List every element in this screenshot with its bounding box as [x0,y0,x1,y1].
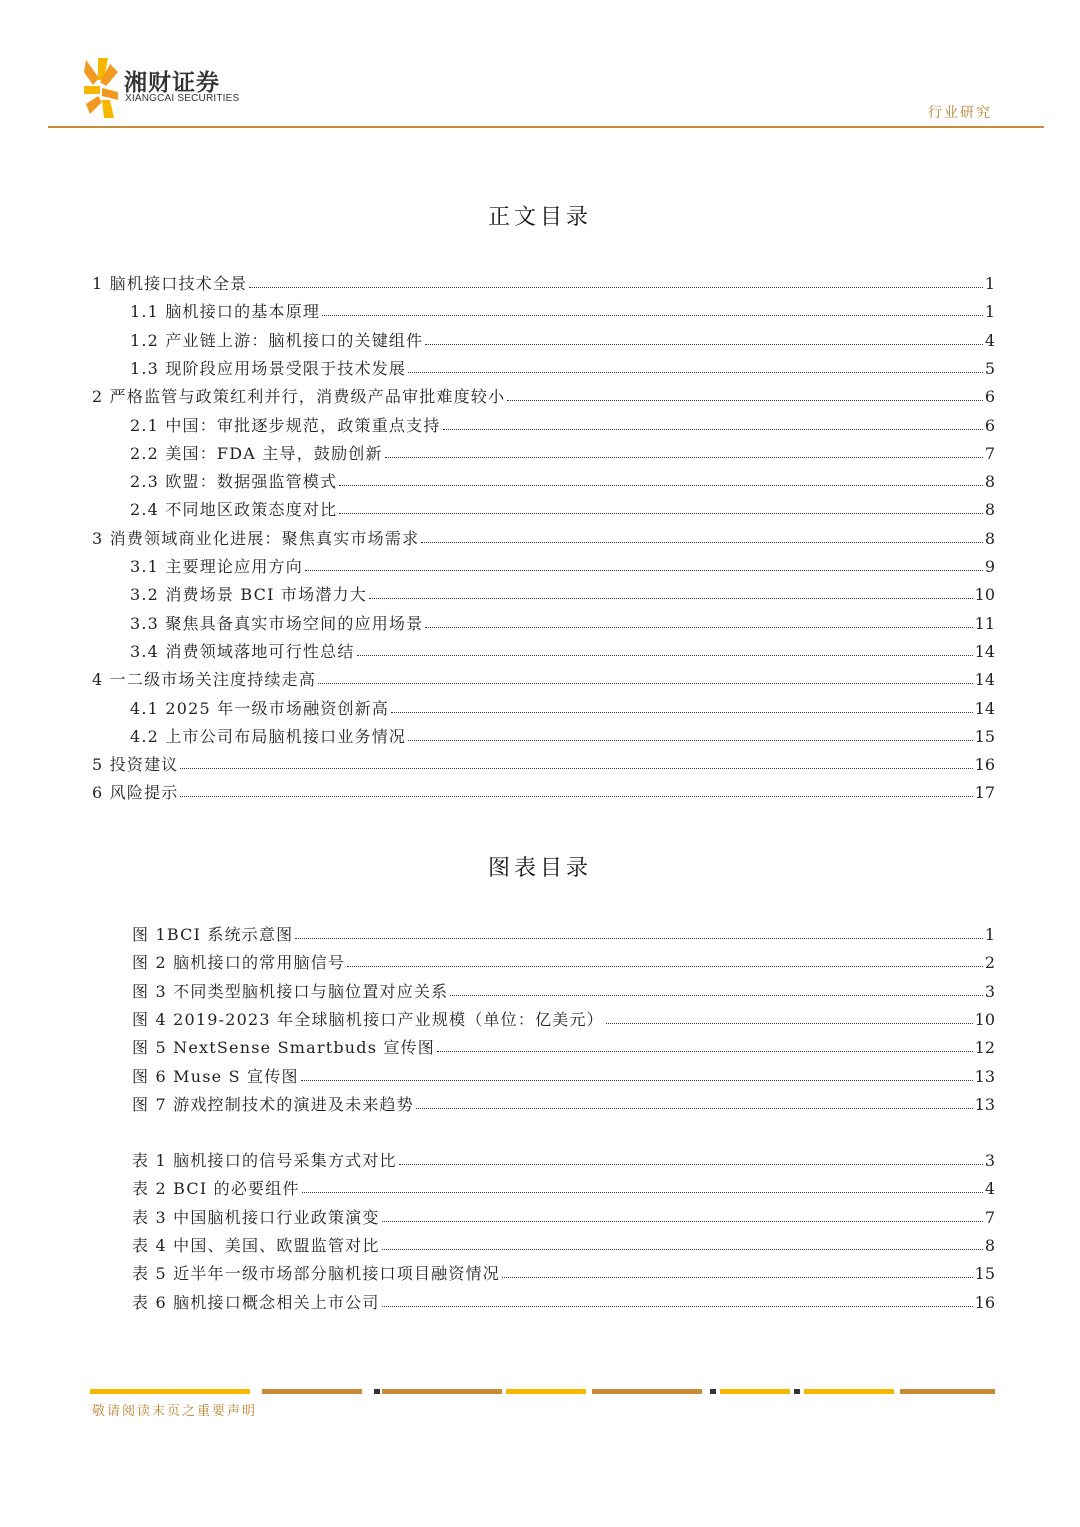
dot-leader [421,528,983,543]
entry-page-number: 13 [974,1067,995,1086]
entry-page-number: 17 [974,783,995,802]
entry-label: 图 1BCI 系统示意图 [132,925,294,944]
entry-page-number: 14 [974,670,995,689]
entry-label: 表 6 脑机接口概念相关上市公司 [132,1293,380,1312]
entry-page-number: 15 [974,727,995,746]
toc-entry[interactable] [92,754,995,776]
dot-leader [382,1292,973,1307]
dot-leader [339,471,982,486]
footer-divider [90,1389,995,1394]
entry-label: 表 2 BCI 的必要组件 [132,1179,300,1198]
entry-page-number: 16 [974,1293,995,1312]
entry-label: 3.2 消费场景 BCI 市场潜力大 [130,585,367,604]
dot-leader [408,726,973,741]
dot-leader [347,952,983,967]
entry-page-number: 4 [984,1179,995,1198]
entry-label: 4.1 2025 年一级市场融资创新高 [130,699,390,718]
entry-page-number: 8 [984,500,995,519]
xiangcai-logo-icon [84,58,118,118]
entry-page-number: 7 [984,1208,995,1227]
entry-page-number: 7 [984,444,995,463]
entry-label: 6 风险提示 [92,783,179,802]
dot-leader [322,301,983,316]
header-divider [48,126,1044,128]
entry-label: 图 4 2019-2023 年全球脑机接口产业规模（单位：亿美元） [132,1010,604,1029]
entry-label: 2.4 不同地区政策态度对比 [130,500,338,519]
toc-entry[interactable] [130,641,995,663]
toc-entry[interactable] [92,669,995,691]
dot-leader [450,981,982,996]
entry-page-number: 8 [984,1236,995,1255]
toc-entry[interactable] [130,358,995,380]
figure-entry[interactable] [132,1037,995,1059]
figure-entry[interactable] [132,1066,995,1088]
dot-leader [399,1150,983,1165]
entry-page-number: 3 [984,982,995,1001]
entry-page-number: 8 [984,472,995,491]
table-entry[interactable] [132,1235,995,1257]
toc-entry[interactable] [92,273,995,295]
figure-entry[interactable] [132,924,995,946]
toc-entry[interactable] [130,443,995,465]
toc-entry[interactable] [130,301,995,323]
dot-leader [437,1037,973,1052]
toc-entry[interactable] [92,386,995,408]
page-header [0,0,1080,130]
table-entry[interactable] [132,1263,995,1285]
dot-leader [425,330,982,345]
toc-entry[interactable] [130,415,995,437]
dot-leader [443,415,983,430]
table-entry[interactable] [132,1150,995,1172]
entry-label: 3.1 主要理论应用方向 [130,557,303,576]
entry-page-number: 5 [984,359,995,378]
entry-page-number: 6 [984,416,995,435]
figure-entry[interactable] [132,952,995,974]
toc-entry[interactable] [130,556,995,578]
entry-page-number: 10 [974,1010,995,1029]
dot-leader [425,613,972,628]
toc-entry[interactable] [130,698,995,720]
dot-leader [295,924,982,939]
toc-entry[interactable] [130,471,995,493]
dot-leader [301,1066,973,1081]
figure-entry[interactable] [132,981,995,1003]
entry-page-number: 12 [974,1038,995,1057]
entry-page-number: 10 [974,585,995,604]
entry-page-number: 6 [984,387,995,406]
entry-label: 4.2 上市公司布局脑机接口业务情况 [130,727,407,746]
dot-leader [318,669,973,684]
toc-entry[interactable] [130,584,995,606]
entry-label: 5 投资建议 [92,755,179,774]
entry-label: 1.3 现阶段应用场景受限于技术发展 [130,359,407,378]
dot-leader [305,556,983,571]
dot-leader [408,358,983,373]
figure-entry[interactable] [132,1009,995,1031]
dot-leader [382,1207,983,1222]
entry-page-number: 16 [974,755,995,774]
entry-page-number: 4 [984,331,995,350]
entry-label: 1 脑机接口技术全景 [92,274,248,293]
dot-leader [180,754,972,769]
entry-label: 图 5 NextSense Smartbuds 宣传图 [132,1038,436,1057]
figure-entry[interactable] [132,1094,995,1116]
entry-label: 2 严格监管与政策红利并行，消费级产品审批难度较小 [92,387,506,406]
report-category: 行业研究 [928,105,992,121]
toc-entry[interactable] [92,528,995,550]
entry-label: 1.1 脑机接口的基本原理 [130,302,321,321]
entry-label: 图 7 游戏控制技术的演进及未来趋势 [132,1095,414,1114]
entry-page-number: 3 [984,1151,995,1170]
dot-leader [180,782,972,797]
entry-label: 3 消费领域商业化进展：聚焦真实市场需求 [92,529,420,548]
entry-label: 表 4 中国、美国、欧盟监管对比 [132,1236,380,1255]
dot-leader [385,443,983,458]
entry-label: 4 一二级市场关注度持续走高 [92,670,317,689]
dot-leader [416,1094,973,1109]
table-entry[interactable] [132,1292,995,1314]
footer-disclaimer: 敬请阅读末页之重要声明 [92,1404,258,1419]
entry-label: 表 3 中国脑机接口行业政策演变 [132,1208,380,1227]
entry-page-number: 1 [984,274,995,293]
entry-page-number: 1 [984,925,995,944]
entry-page-number: 15 [974,1264,995,1283]
dot-leader [339,499,982,514]
entry-label: 2.1 中国：审批逐步规范，政策重点支持 [130,416,441,435]
toc-entry[interactable] [130,613,995,635]
table-entry[interactable] [132,1207,995,1229]
entry-page-number: 13 [974,1095,995,1114]
dot-leader [369,584,973,599]
entry-label: 3.3 聚焦具备真实市场空间的应用场景 [130,614,424,633]
toc-entry[interactable] [130,499,995,521]
toc-entry[interactable] [130,330,995,352]
entry-page-number: 14 [974,642,995,661]
entry-label: 表 5 近半年一级市场部分脑机接口项目融资情况 [132,1264,500,1283]
entry-label: 图 3 不同类型脑机接口与脑位置对应关系 [132,982,449,1001]
entry-page-number: 1 [984,302,995,321]
entry-page-number: 9 [984,557,995,576]
figures-title: 图表目录 [487,856,592,881]
entry-label: 表 1 脑机接口的信号采集方式对比 [132,1151,397,1170]
contents-title: 正文目录 [487,205,592,230]
entry-label: 1.2 产业链上游：脑机接口的关键组件 [130,331,424,350]
table-entry[interactable] [132,1178,995,1200]
dot-leader [606,1009,973,1024]
brand-name-en: XIANGCAI SECURITIES [125,93,240,104]
dot-leader [357,641,973,656]
entry-label: 2.2 美国：FDA 主导，鼓励创新 [130,444,383,463]
brand-name-cn: 湘财证券 [124,70,220,96]
entry-label: 图 2 脑机接口的常用脑信号 [132,953,346,972]
toc-entry[interactable] [130,726,995,748]
dot-leader [391,698,973,713]
dot-leader [382,1235,983,1250]
entry-label: 2.3 欧盟：数据强监管模式 [130,472,338,491]
dot-leader [302,1178,983,1193]
dot-leader [507,386,983,401]
toc-entry[interactable] [92,782,995,804]
entry-label: 图 6 Muse S 宣传图 [132,1067,299,1086]
entry-page-number: 2 [984,953,995,972]
entry-page-number: 14 [974,699,995,718]
dot-leader [249,273,983,288]
entry-label: 3.4 消费领域落地可行性总结 [130,642,355,661]
entry-page-number: 11 [974,614,995,633]
dot-leader [502,1263,973,1278]
entry-page-number: 8 [984,529,995,548]
